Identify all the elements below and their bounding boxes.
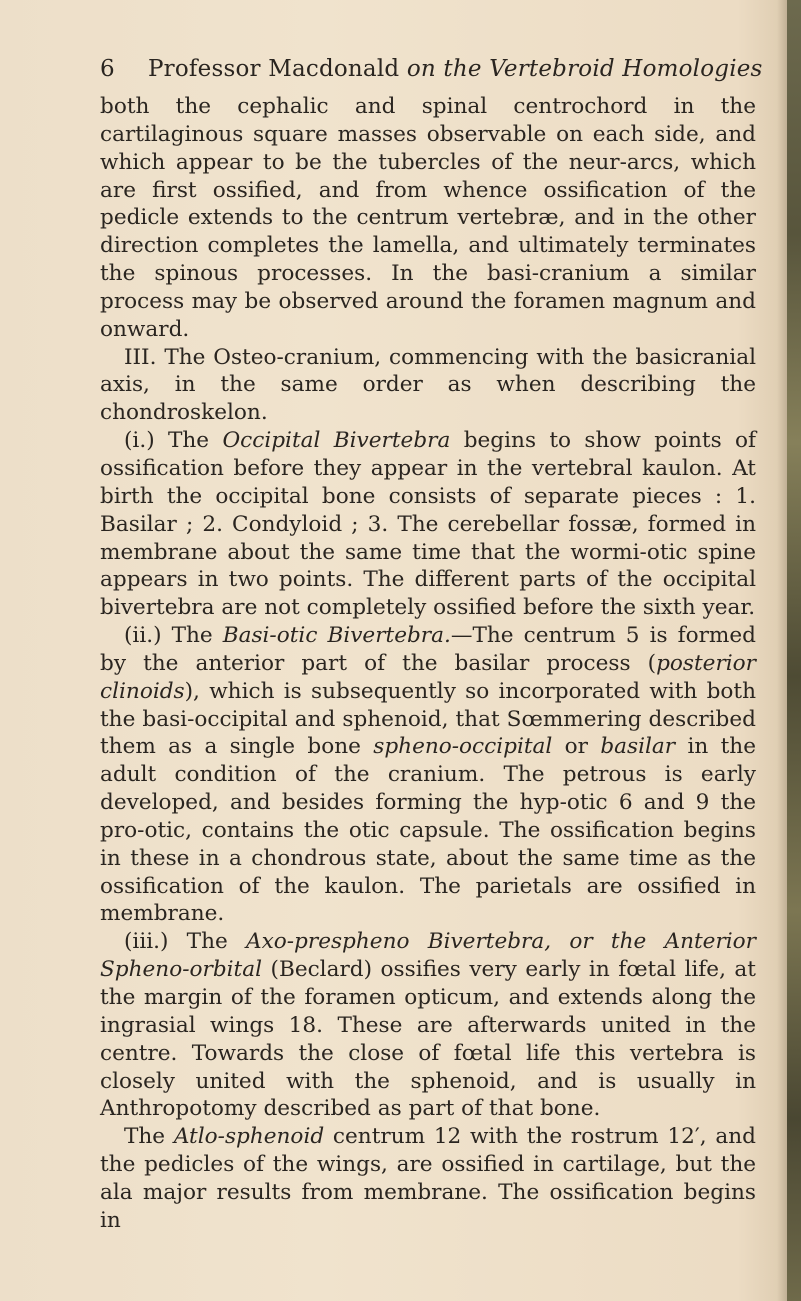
book-page-edge — [787, 0, 801, 1301]
paragraph-axo-prespheno-bivertebra — [100, 928, 756, 1123]
italic-term: posterior clinoids — [100, 650, 756, 704]
paragraph-lead: (i.) The — [124, 428, 223, 454]
paragraph-basi-otic-bivertebra — [100, 622, 756, 928]
italic-term: spheno-occipital — [373, 734, 553, 760]
paragraph-text: in the adult condition of the cranium. The petrous is early developed, and besides forming the hyp-otic 6 and 9 the pro-otic, contains the otic capsule. The ossification begins in these in a chondrous state, about the same time as the ossification of the kaulon. The parietals are ossified in membrane. — [100, 734, 756, 927]
running-header — [100, 56, 763, 82]
section-title: Atlo-sphenoid — [173, 1124, 325, 1150]
paragraph-occipital-bivertebra — [100, 427, 756, 622]
running-title-italic: on the Vertebroid Homologies — [406, 56, 763, 82]
paragraph-text: both the cephalic and spinal centrochord in the cartilaginous square masses observable on each side, and which appear to be the tubercles of the neur-arcs, which are first ossified, and from whence ossification of the pedicle extends to the centrum vertebræ, and in the other direction completes the lamella, and ultimately terminates the spinous processes. In the basi-cranium a similar process may be observed around the foramen magnum and onward. — [100, 94, 756, 342]
paragraph-lead: (iii.) The — [124, 929, 246, 955]
running-title-plain: Professor Macdonald — [148, 56, 400, 82]
page-edge-shadow — [777, 0, 787, 1301]
paragraph-text: or — [552, 734, 601, 760]
paragraph-text: III. The Osteo-cranium, commencing with the basicranial axis, in the same order as when describing the chondroskelon. — [100, 344, 756, 426]
paragraph-continuation — [100, 93, 756, 344]
paragraph-text: begins to show points of ossification before they appear in the vertebral kaulon. At birth the occipital bone consists of separate pieces : 1. Basilar ; 2. Condyloid ; 3. The cerebellar fossæ, formed in membrane about the same time that the wormi-otic spine appears in two points. The different parts of the occipital bivertebra are not completely ossified before the sixth year. — [100, 428, 757, 621]
paragraph-text: centrum 12 with the rostrum 12′, and the pedicles of the wings, are ossified in cartilage, but the ala major results from membrane. The ossification begins in — [100, 1124, 756, 1233]
section-title: Axo-prespheno Bivertebra, or the Anterior Spheno-orbital — [100, 929, 757, 983]
italic-term: basilar — [600, 734, 676, 760]
paragraph-text: ), which is subsequently so incorporated with both the basi-occipital and sphenoid, that Sœmmering described them as a single bone — [100, 678, 756, 760]
paragraph-atlo-sphenoid — [100, 1123, 756, 1234]
paragraph-lead: The — [124, 1124, 174, 1150]
paragraph-lead: (ii.) The — [124, 623, 223, 649]
section-title: Basi-otic Bivertebra. — [222, 623, 451, 649]
page-number: 6 — [100, 56, 115, 82]
section-title: Occipital Bivertebra — [222, 428, 451, 454]
paragraph-osteo-cranium — [100, 344, 756, 428]
paragraph-text: (Beclard) ossifies very early in fœtal life, at the margin of the foramen opticum, and extends along the ingrasial wings 18. These are afterwards united in the centre. Towards the close of fœtal life this vertebra is closely united with the sphenoid, and is usually in Anthropotomy described as part of that bone. — [100, 957, 756, 1122]
paragraph-text: —The centrum 5 is formed by the anterior part of the basilar process ( — [100, 623, 757, 676]
page-body — [100, 93, 756, 1235]
